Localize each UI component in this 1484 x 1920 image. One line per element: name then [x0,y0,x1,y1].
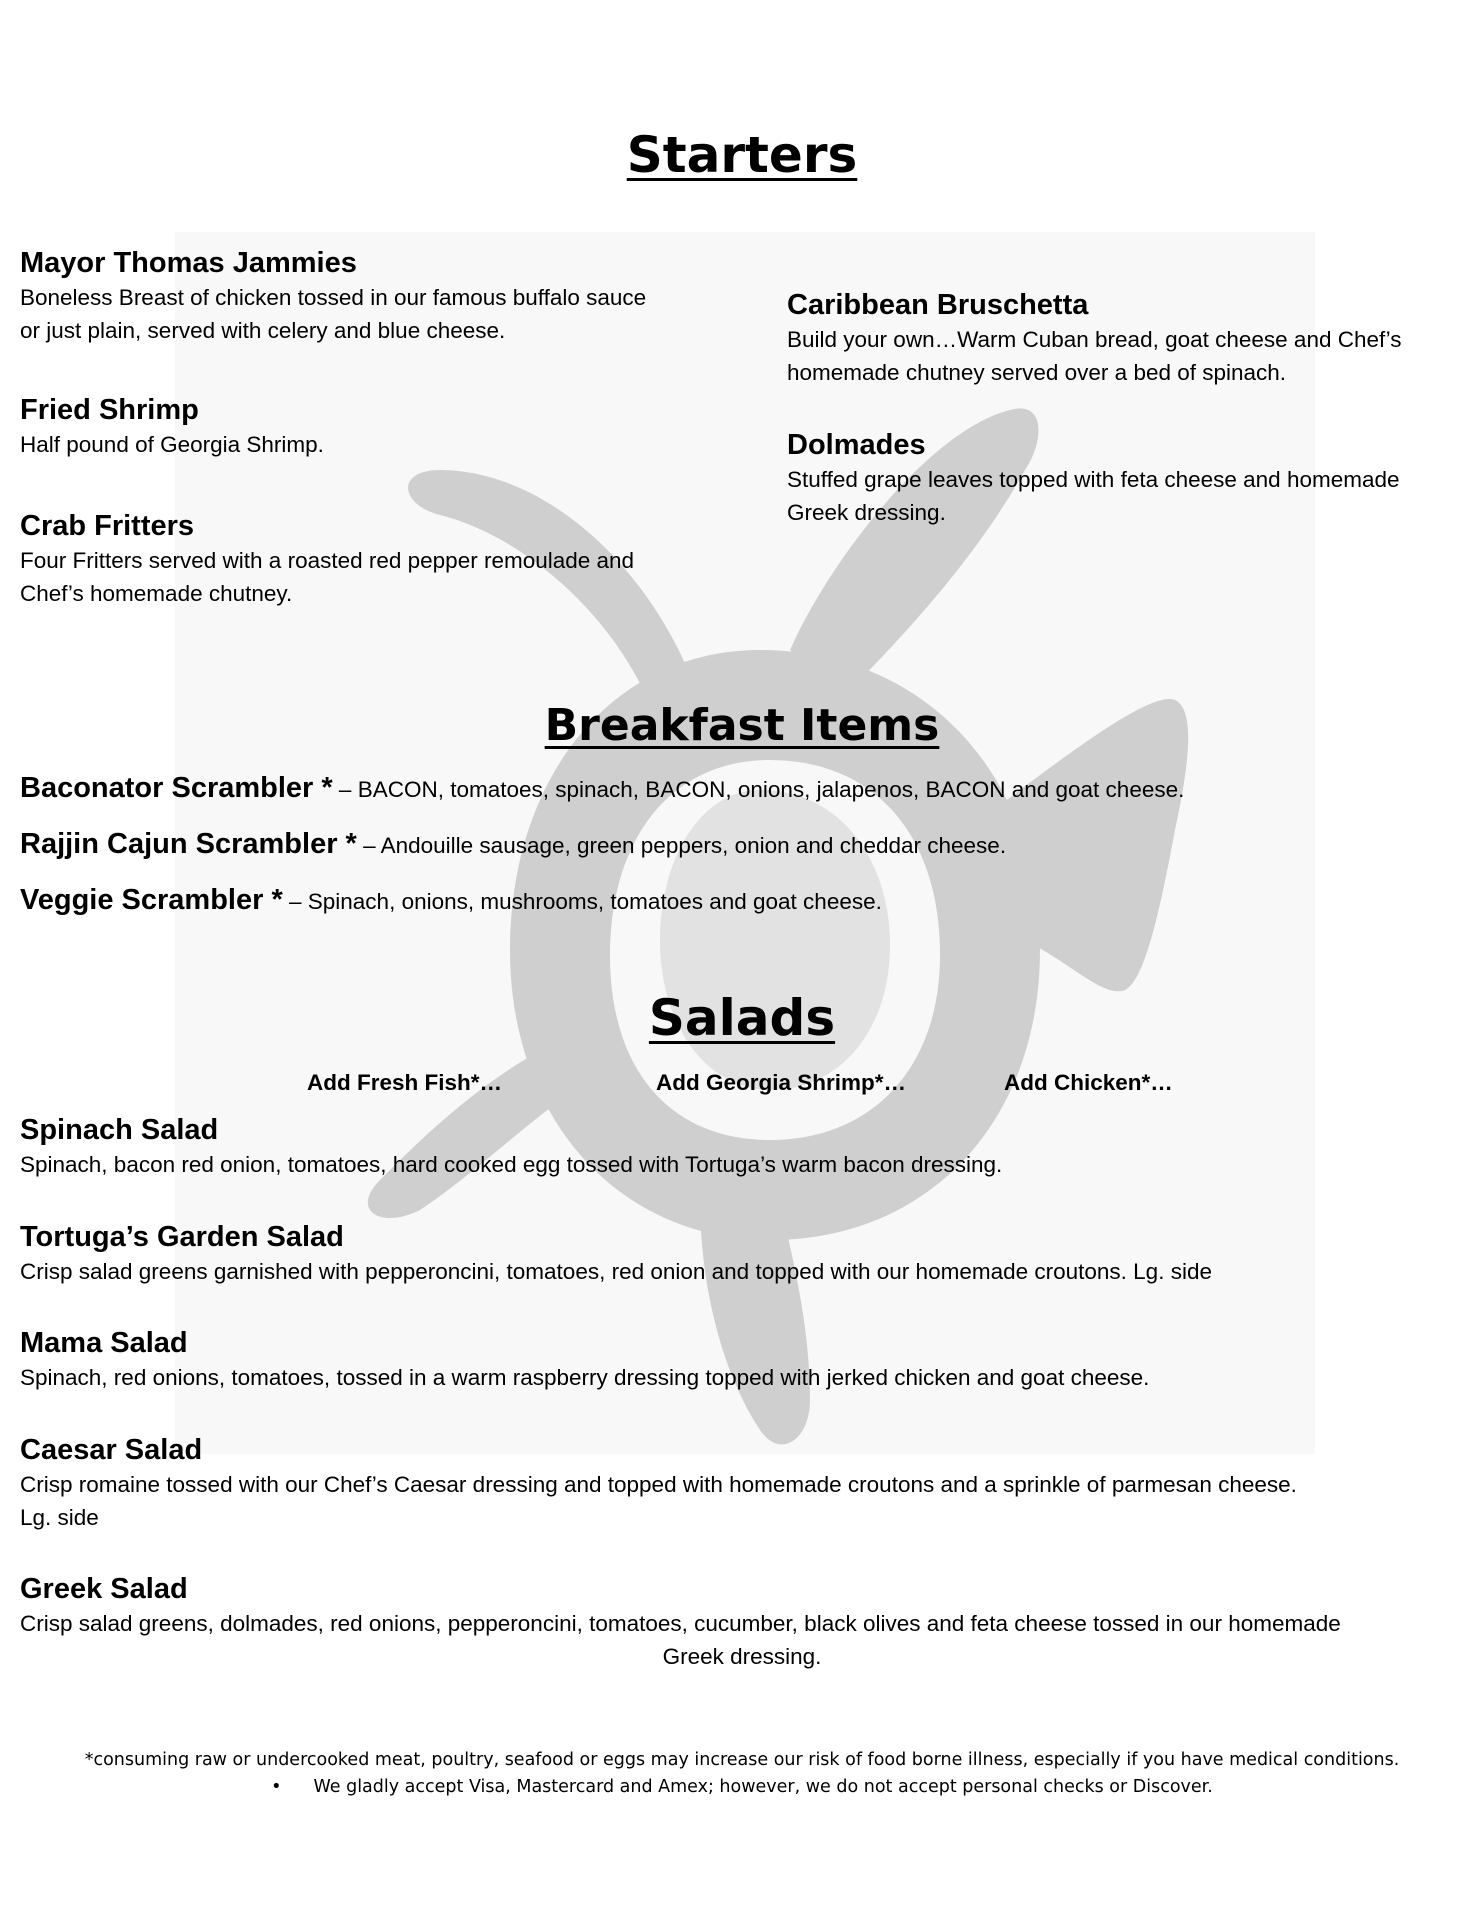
payment-note-row [0,1777,1484,1797]
item-name: Rajjin Cajun Scrambler * [20,828,357,860]
item-name: Caesar Salad [20,1434,203,1466]
item-desc: Lg. side [20,1505,99,1530]
salad-item [20,1112,1470,1181]
item-desc: Stuffed grape leaves topped with feta cheese and homemade [787,467,1400,492]
salads-title: Salads [648,989,836,1047]
item-name: Mayor Thomas Jammies [20,247,357,279]
item-name: Baconator Scrambler * [20,772,333,804]
item-name: Crab Fritters [20,510,195,542]
item-name: Mama Salad [20,1327,188,1359]
item-name: Dolmades [787,429,926,461]
item-name: Fried Shrimp [20,394,199,426]
item-desc: – Spinach, onions, mushrooms, tomatoes and goat cheese. [282,889,882,914]
starter-item [20,245,720,347]
item-name: Spinach Salad [20,1114,219,1146]
item-name: Greek Salad [20,1573,188,1605]
starter-item [787,427,1467,529]
item-desc: Chef’s homemade chutney. [20,581,293,606]
salad-item [20,1219,1470,1288]
item-desc: – Andouille sausage, green peppers, onion and cheddar cheese. [356,833,1007,858]
item-desc: – BACON, tomatoes, spinach, BACON, onions, jalapenos, BACON and goat cheese. [332,777,1185,802]
addon-chicken: Add Chicken*… [1004,1070,1173,1095]
breakfast-title: Breakfast Items [544,700,940,751]
item-desc: Greek dressing. [787,500,946,525]
bullet-icon: • [271,1777,282,1797]
item-desc: Half pound of Georgia Shrimp. [20,432,324,457]
item-desc: Build your own…Warm Cuban bread, goat cheese and Chef’s [787,327,1402,352]
item-desc: Boneless Breast of chicken tossed in our famous buffalo sauce [20,285,647,310]
salad-item [20,1432,1470,1534]
food-safety-warning: *consuming raw or undercooked meat, poultry, seafood or eggs may increase our risk of food borne illness, especially if you have medical conditions. [84,1750,1400,1770]
starter-item [787,287,1467,389]
salad-item [20,1571,1470,1673]
item-desc: Greek dressing. [662,1644,822,1669]
addon-fresh-fish: Add Fresh Fish*… [307,1070,503,1095]
item-name: Caribbean Bruschetta [787,289,1089,321]
item-desc: or just plain, served with celery and blue cheese. [20,318,506,343]
item-desc: homemade chutney served over a bed of spinach. [787,360,1287,385]
starter-item [20,392,720,461]
item-desc: Spinach, bacon red onion, tomatoes, hard cooked egg tossed with Tortuga’s warm bacon dressing. [20,1152,1003,1177]
item-desc: Crisp romaine tossed with our Chef’s Caesar dressing and topped with homemade croutons and a sprinkle of parmesan cheese. [20,1472,1297,1497]
addon-georgia-shrimp: Add Georgia Shrimp*… [656,1070,907,1095]
breakfast-item [20,828,1460,861]
starter-item [20,508,720,610]
item-name: Veggie Scrambler * [20,884,283,916]
item-desc: Four Fritters served with a roasted red pepper remoulade and [20,548,635,573]
payment-note: We gladly accept Visa, Mastercard and Amex; however, we do not accept personal checks or Discover. [313,1777,1213,1797]
item-desc: Crisp salad greens garnished with pepperoncini, tomatoes, red onion and topped with our homemade croutons. Lg. side [20,1259,1212,1284]
breakfast-item [20,772,1460,805]
salad-item [20,1325,1470,1394]
starters-title: Starters [626,126,858,184]
item-desc: Crisp salad greens, dolmades, red onions, pepperoncini, tomatoes, cucumber, black olives and feta cheese tossed in our homemade [20,1611,1341,1636]
breakfast-item [20,884,1460,917]
item-name: Tortuga’s Garden Salad [20,1221,344,1253]
item-desc: Spinach, red onions, tomatoes, tossed in a warm raspberry dressing topped with jerked chicken and goat cheese. [20,1365,1150,1390]
